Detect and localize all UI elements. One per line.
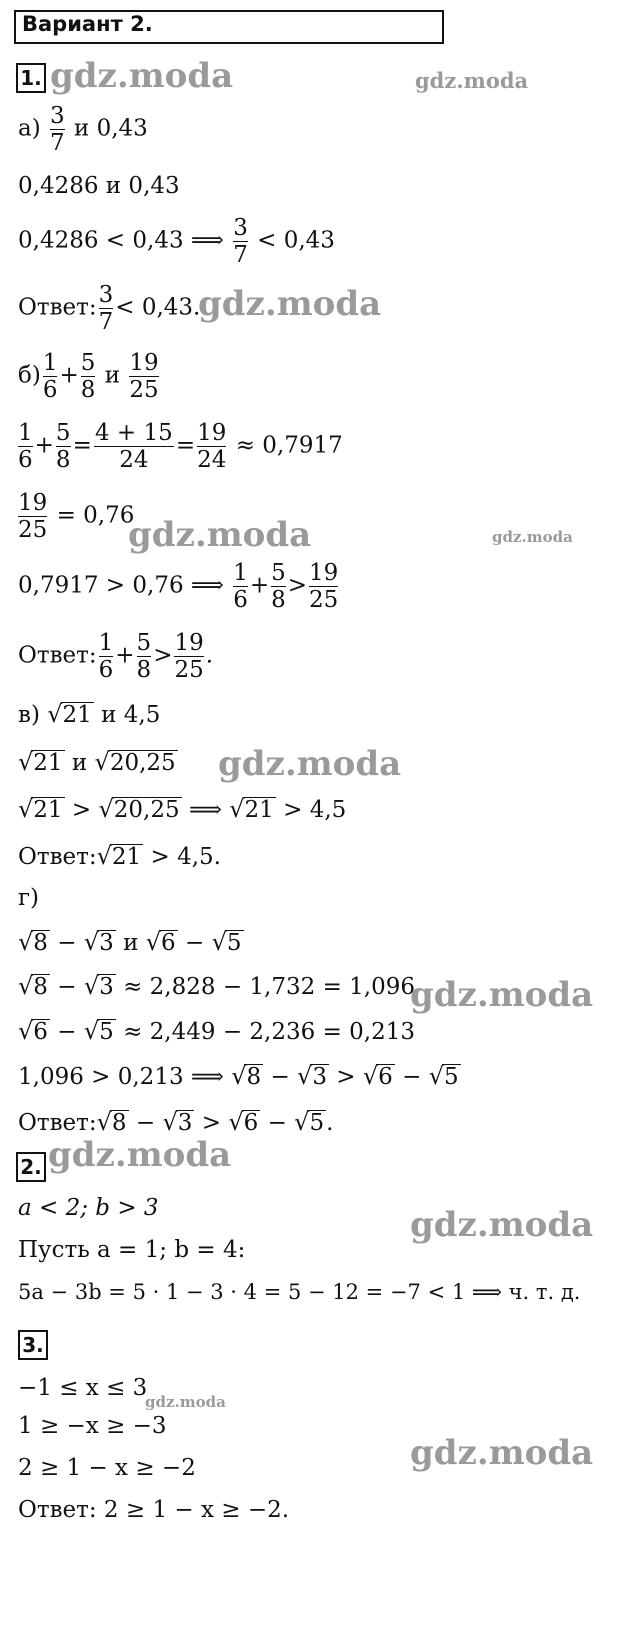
watermark: gdz.moda <box>415 68 529 93</box>
task1a-line3: 0,4286 < 0,43 ⟹ $\frac{3}{7}$ < 0,43 <box>18 215 335 268</box>
fraction: $\frac{3}{7}$ <box>233 215 248 268</box>
fraction: $\frac{5}{8}$ <box>55 420 71 473</box>
fraction: $\frac{5}{8}$ <box>80 350 96 403</box>
watermark: gdz.moda <box>410 975 594 1015</box>
fraction: $\frac{1}{6}$ <box>98 630 114 683</box>
watermark: gdz.moda <box>128 515 312 555</box>
task1b-answer: Ответ: $\frac{1}{6}$ + $\frac{5}{8}$ > $\frac{19}{25}$ . <box>18 630 214 683</box>
task1v-answer: Ответ:√21 > 4,5. <box>18 842 221 870</box>
task1b-line4: 0,7917 > 0,76 ⟹ $\frac{1}{6}$ + $\frac{5}{8}$ > $\frac{19}{25}$ <box>18 560 339 613</box>
task3-line3: 2 ≥ 1 − x ≥ −2 <box>18 1455 196 1481</box>
watermark: gdz.moda <box>218 744 402 784</box>
task1g-label: г) <box>18 885 40 911</box>
task1g-line1: √8 − √3 и √6 − √5 <box>18 928 242 956</box>
task1g-line3: √6 − √5 ≈ 2,449 − 2,236 = 0,213 <box>18 1017 415 1045</box>
fraction: $\frac{3}{7}$ <box>50 103 65 156</box>
task3-line1: −1 ≤ x ≤ 3 <box>18 1375 148 1401</box>
task2-line3: 5a − 3b = 5 · 1 − 3 · 4 = 5 − 12 = −7 < 1 ⟹ ч. т. д. <box>18 1280 581 1304</box>
fraction: $\frac{19}{25}$ <box>309 560 339 613</box>
task-3-number: 3. <box>18 1330 48 1360</box>
task-1-number: 1. <box>16 63 46 93</box>
task1g-line4: 1,096 > 0,213 ⟹ √8 − √3 > √6 − √5 <box>18 1062 459 1090</box>
task3-answer: Ответ: 2 ≥ 1 − x ≥ −2. <box>18 1497 290 1523</box>
fraction: $\frac{19}{25}$ <box>129 350 159 403</box>
task1v-line3: √21 > √20,25 ⟹ √21 > 4,5 <box>18 795 347 823</box>
watermark: gdz.moda <box>50 56 234 96</box>
task-2-number: 2. <box>16 1152 46 1182</box>
fraction: $\frac{5}{8}$ <box>271 560 286 613</box>
task1g-line2: √8 − √3 ≈ 2,828 − 1,732 = 1,096 <box>18 972 415 1000</box>
fraction: $\frac{5}{8}$ <box>136 630 152 683</box>
task1v-line2: √21 и √20,25 <box>18 748 176 776</box>
watermark: gdz.moda <box>492 528 573 546</box>
task3-line2: 1 ≥ −x ≥ −3 <box>18 1413 167 1439</box>
fraction: $\frac{19}{25}$ <box>174 630 204 683</box>
fraction: $\frac{19}{24}$ <box>197 420 227 473</box>
task2-line1: a < 2; b > 3 <box>18 1195 159 1221</box>
task1b-line2: $\frac{1}{6}$ + $\frac{5}{8}$ = $\frac{4 + 15}{24}$ = $\frac{19}{24}$ ≈ 0,7917 <box>18 420 343 473</box>
fraction: $\frac{19}{25}$ <box>18 490 48 543</box>
task1a-answer: Ответ: $\frac{3}{7}$ < 0,43. <box>18 282 201 335</box>
task2-line2: Пусть a = 1; b = 4: <box>18 1237 246 1263</box>
watermark: gdz.moda <box>145 1393 226 1411</box>
watermark: gdz.moda <box>410 1433 594 1473</box>
fraction: $\frac{3}{7}$ <box>98 282 114 335</box>
fraction: $\frac{1}{6}$ <box>42 350 58 403</box>
task1b-line1: б) $\frac{1}{6}$ + $\frac{5}{8}$ и $\frac{19}{25}$ <box>18 350 159 403</box>
task1b-line3: $\frac{19}{25}$ = 0,76 <box>18 490 135 543</box>
task1a-line2: 0,4286 и 0,43 <box>18 173 180 199</box>
fraction: $\frac{1}{6}$ <box>18 420 33 473</box>
fraction: $\frac{4 + 15}{24}$ <box>94 420 173 473</box>
page-title: Вариант 2. <box>22 12 153 36</box>
watermark: gdz.moda <box>198 284 382 324</box>
watermark: gdz.moda <box>410 1205 594 1245</box>
task1v-line1: в) √21 и 4,5 <box>18 700 161 728</box>
watermark: gdz.moda <box>48 1135 232 1175</box>
task1a-line1: а) $\frac{3}{7}$ и 0,43 <box>18 103 148 156</box>
task1g-answer: Ответ:√8 − √3 > √6 − √5. <box>18 1108 334 1136</box>
fraction: $\frac{1}{6}$ <box>233 560 248 613</box>
